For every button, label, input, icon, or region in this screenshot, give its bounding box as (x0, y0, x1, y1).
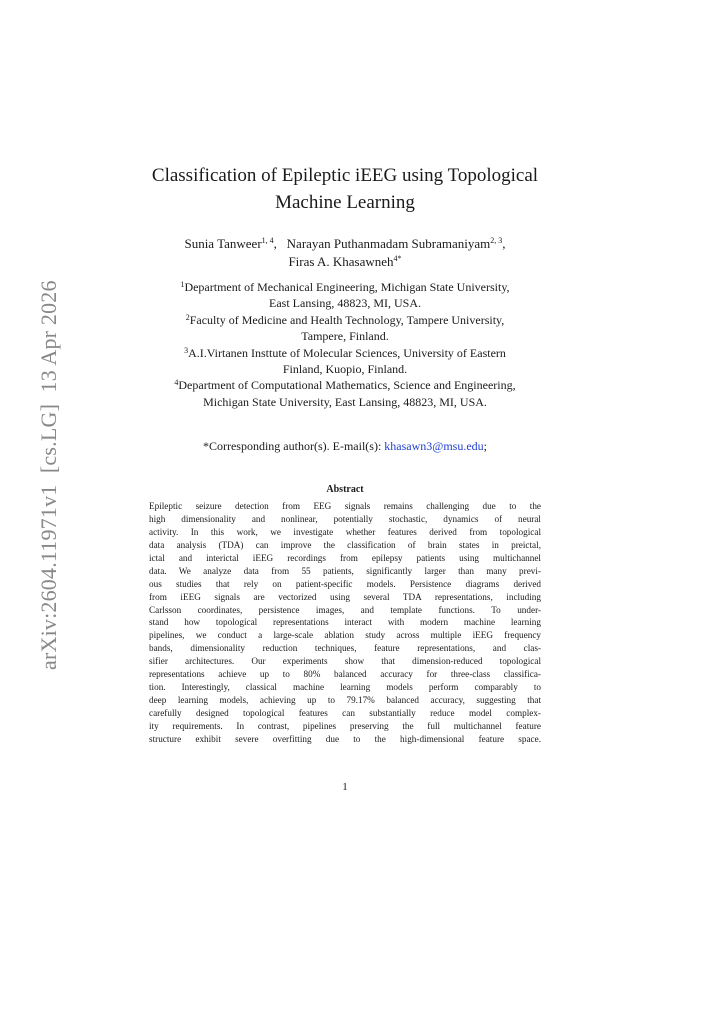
affiliation-item (100, 377, 590, 410)
abstract-line: activity. In this work, we investigate whether features derived from topological (149, 526, 541, 537)
abstract-heading: Abstract (326, 484, 364, 495)
affiliation-item (100, 312, 590, 345)
corresponding-email-link[interactable]: khasawn3@msu.edu (384, 439, 484, 453)
arxiv-identifier-text: arXiv:2604.11971v1 [cs.LG] 13 Apr 2026 (36, 280, 61, 670)
author-affiliation-mark: 4* (393, 254, 402, 263)
author-line-2 (110, 253, 580, 271)
author-name: Firas A. Khasawneh (288, 254, 394, 269)
author-affiliation-mark: 2, 3 (490, 236, 503, 245)
corresponding-suffix: ; (483, 439, 487, 453)
abstract-line: from iEEG signals are vectorized using several TDA representations, including (149, 591, 541, 602)
abstract-line: pipelines, we conduct a large-scale ablation study across multiple iEEG frequency (149, 630, 541, 641)
author-name: Narayan Puthanmadam Subramaniyam (286, 236, 491, 251)
corresponding-label: *Corresponding author(s). E-mail(s): (202, 439, 382, 453)
corresponding-author (110, 438, 580, 454)
abstract-line: sifier architectures. Our experiments show that dimension-reduced topological (149, 656, 541, 667)
abstract-line: tion. Interestingly, classical machine learning models perform comparably to (149, 682, 541, 693)
affiliation-number: 2 (185, 312, 190, 322)
abstract-line: ictal and interictal iEEG recordings from epilepsy patients using multichannel (149, 552, 541, 563)
abstract-line: deep learning models, achieving up to 79.17% balanced accuracy, suggesting that (149, 695, 541, 706)
affiliation-list (100, 279, 590, 410)
abstract-line: data. We analyze data from 55 patients, significantly larger than many previ- (149, 565, 541, 576)
abstract-line: Epileptic seizure detection from EEG signals remains challenging due to the (149, 501, 541, 511)
affiliation-line: Finland, Kuopio, Finland. (282, 362, 408, 377)
affiliation-line: Faculty of Medicine and Health Technology, Tampere University, (189, 312, 505, 327)
affiliation-line: A.I.Virtanen Insttute of Molecular Sciences, University of Eastern (188, 345, 506, 360)
affiliation-line: Michigan State University, East Lansing, 48823, MI, USA. (203, 394, 487, 409)
paper-title-line-2: Machine Learning (275, 192, 415, 213)
abstract-line: ous studies that rely on patient-specific models. Persistence diagrams derived (149, 578, 541, 589)
abstract-line: ity requirements. In contrast, pipelines preserving the full multichannel feature (149, 720, 541, 731)
author-line-1: Sunia Tanweer$^{1, 4}$, Narayan Puthanmadam Subramaniyam$^{2, 3}$, (184, 236, 506, 251)
author-affiliation-mark: 1, 4 (261, 236, 274, 245)
abstract-line: high dimensionality and nonlinear, potentially stochastic, dynamics of neural (149, 513, 541, 524)
affiliation-line: Department of Computational Mathematics, Science and Engineering, (178, 378, 516, 393)
author-name: Sunia Tanweer (184, 236, 262, 251)
abstract-line: stand how topological representations interact with modern machine learning (149, 617, 541, 628)
affiliation-line: Department of Mechanical Engineering, Michigan State University, (184, 280, 510, 294)
abstract-line: data analysis (TDA) can improve the classification of brain states in preictal, (149, 539, 541, 550)
affiliation-line: East Lansing, 48823, MI, USA. (269, 296, 421, 311)
page-number: 1 (342, 781, 348, 793)
abstract-line: representations achieve up to 80% balanced accuracy for three-class classifica- (149, 669, 541, 680)
abstract-line: carefully designed topological features can substantially reduce model complex- (149, 708, 541, 718)
arxiv-identifier (36, 280, 61, 670)
affiliation-number: 4 (174, 378, 179, 388)
affiliation-number: 3 (184, 345, 189, 355)
abstract-body (149, 500, 541, 746)
paper-title (110, 162, 580, 216)
abstract-line: structure exhibit severe overfitting due to the high-dimensional feature space. (149, 733, 541, 744)
abstract-line: Carlsson coordinates, persistence images, and template functions. To under- (149, 604, 541, 615)
affiliation-item (100, 279, 590, 312)
affiliation-line: Tampere, Finland. (301, 329, 389, 344)
affiliation-item (100, 345, 590, 378)
abstract-line: bands, dimensionality reduction techniques, feature representations, and clas- (149, 643, 541, 654)
author-list (110, 235, 580, 271)
affiliation-number: 1 (180, 280, 185, 289)
paper-title-line-1: Classification of Epileptic iEEG using Topological (151, 165, 539, 186)
